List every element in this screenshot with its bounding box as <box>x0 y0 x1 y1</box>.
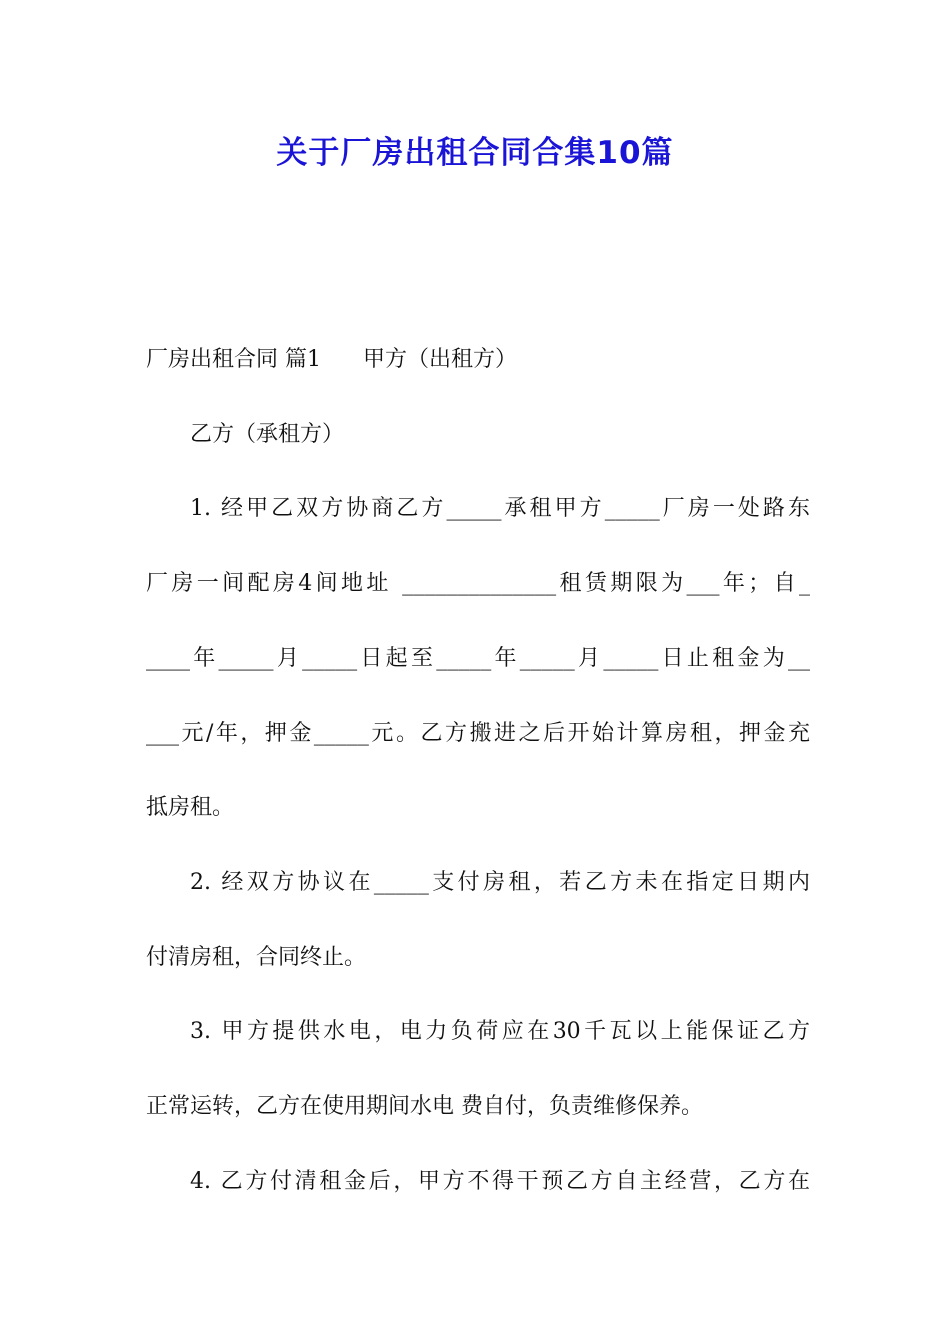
clause-1-line-2: 厂房一间配房4间地址 ______________租赁期限为___年；自_ <box>146 571 810 596</box>
clause-1-line-3: ____年_____月_____日起至_____年_____月_____日止租金为__ <box>146 646 810 671</box>
clause-3-line-2: 正常运转，乙方在使用期间水电 费自付，负责维修保养。 <box>146 1094 703 1119</box>
clause-4-line-1: 4. 乙方付清租金后，甲方不得干预乙方自主经营，乙方在 <box>190 1169 810 1194</box>
clause-3-line-1: 3. 甲方提供水电，电力负荷应在30千瓦以上能保证乙方 <box>190 1019 810 1044</box>
clause-2-line-2: 付清房租，合同终止。 <box>146 945 367 970</box>
clause-1-line-5: 抵房租。 <box>146 795 235 820</box>
clause-2-line-1: 2. 经双方协议在_____支付房租，若乙方未在指定日期内 <box>190 870 810 895</box>
clause-1-line-1: 1. 经甲乙双方协商乙方_____承租甲方_____厂房一处路东 <box>190 496 810 521</box>
party-b-line: 乙方（承租方） <box>190 422 345 447</box>
document-title: 关于厂房出租合同合集10篇 <box>276 135 674 171</box>
section-header-line: 厂房出租合同 篇1 甲方（出租方） <box>146 347 517 372</box>
clause-1-line-4: ___元/年，押金_____元。乙方搬进之后开始计算房租，押金充 <box>146 721 810 746</box>
